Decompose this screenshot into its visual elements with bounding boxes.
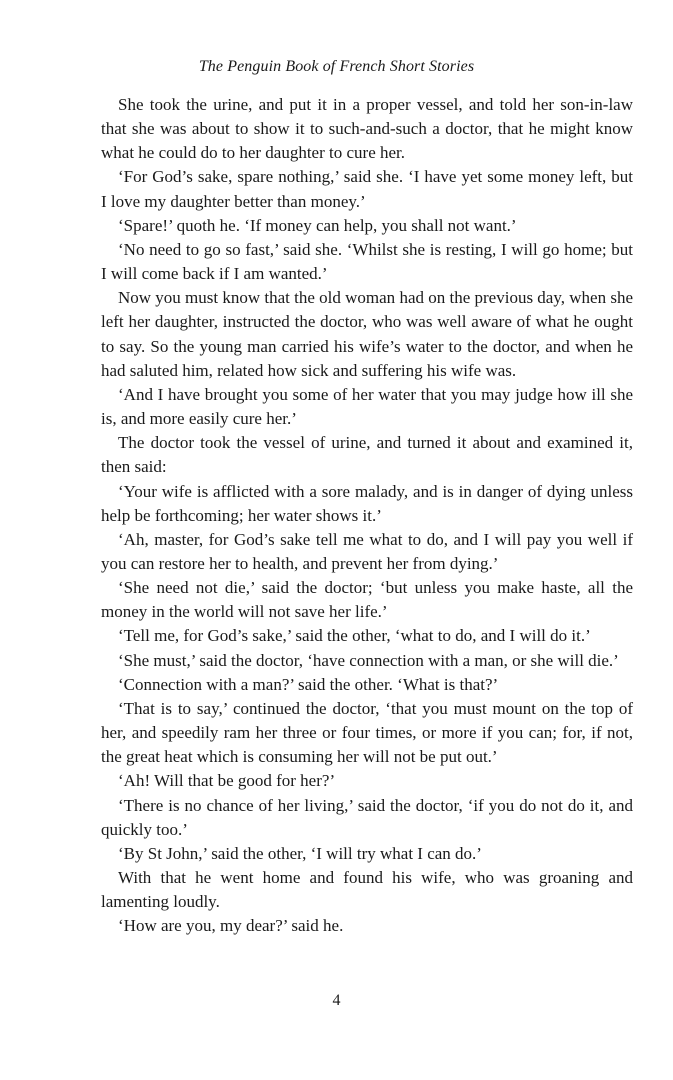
paragraph: ‘Ah, master, for God’s sake tell me what to do, and I will pay you well if you can restore her to health, and prevent her from dying.’ [101,529,633,573]
page-number: 4 [332,992,341,1009]
paragraph: ‘She need not die,’ said the doctor; ‘but unless you make haste, all the money in the world will not save her life.’ [101,578,633,622]
paragraph: ‘She must,’ said the doctor, ‘have connection with a man, or she will die.’ [118,650,619,670]
paragraph: ‘That is to say,’ continued the doctor, ‘that you must mount on the top of her, and speedily ram her three or four times, or more if you can; for, if not, the great heat which is consuming her will not be put out.’ [101,698,633,767]
paragraph: ‘Ah! Will that be good for her?’ [118,771,336,791]
paragraph: ‘Tell me, for God’s sake,’ said the other, ‘what to do, and I will do it.’ [118,626,591,646]
paragraph: ‘Spare!’ quoth he. ‘If money can help, you shall not want.’ [118,215,517,235]
paragraph: ‘For God’s sake, spare nothing,’ said she. ‘I have yet some money left, but I love my daughter better than money.’ [101,167,633,211]
paragraph: ‘No need to go so fast,’ said she. ‘Whilst she is resting, I will go home; but I will come back if I am wanted.’ [101,239,633,284]
paragraph: The doctor took the vessel of urine, and turned it about and examined it, then said: [101,433,633,477]
paragraph: ‘Connection with a man?’ said the other. ‘What is that?’ [118,674,499,694]
paragraph: ‘Your wife is afflicted with a sore malady, and is in danger of dying unless help be forthcoming; her water shows it.’ [101,481,633,525]
paragraph: ‘And I have brought you some of her water that you may judge how ill she is, and more easily cure her.’ [101,384,633,429]
paragraph: Now you must know that the old woman had on the previous day, when she left her daughter, instructed the doctor, who was well aware of what he ought to say. So the young man carried his wife’s water to the doctor, and when he had saluted him, related how sick and suffering his wife was. [101,288,633,380]
paragraph: ‘There is no chance of her living,’ said the doctor, ‘if you do not do it, and quickly too.’ [101,795,633,839]
running-head: The Penguin Book of French Short Stories [198,58,475,75]
paragraph: With that he went home and found his wife, who was groaning and lamenting loudly. [101,868,633,912]
paragraph: She took the urine, and put it in a proper vessel, and told her son-in-law that she was about to show it to such-and-such a doctor, that he might know what he could do to her daughter to cure her. [101,95,633,163]
paragraph: ‘By St John,’ said the other, ‘I will try what I can do.’ [118,843,482,863]
paragraph: ‘How are you, my dear?’ said he. [118,916,344,936]
body-text [101,93,633,938]
